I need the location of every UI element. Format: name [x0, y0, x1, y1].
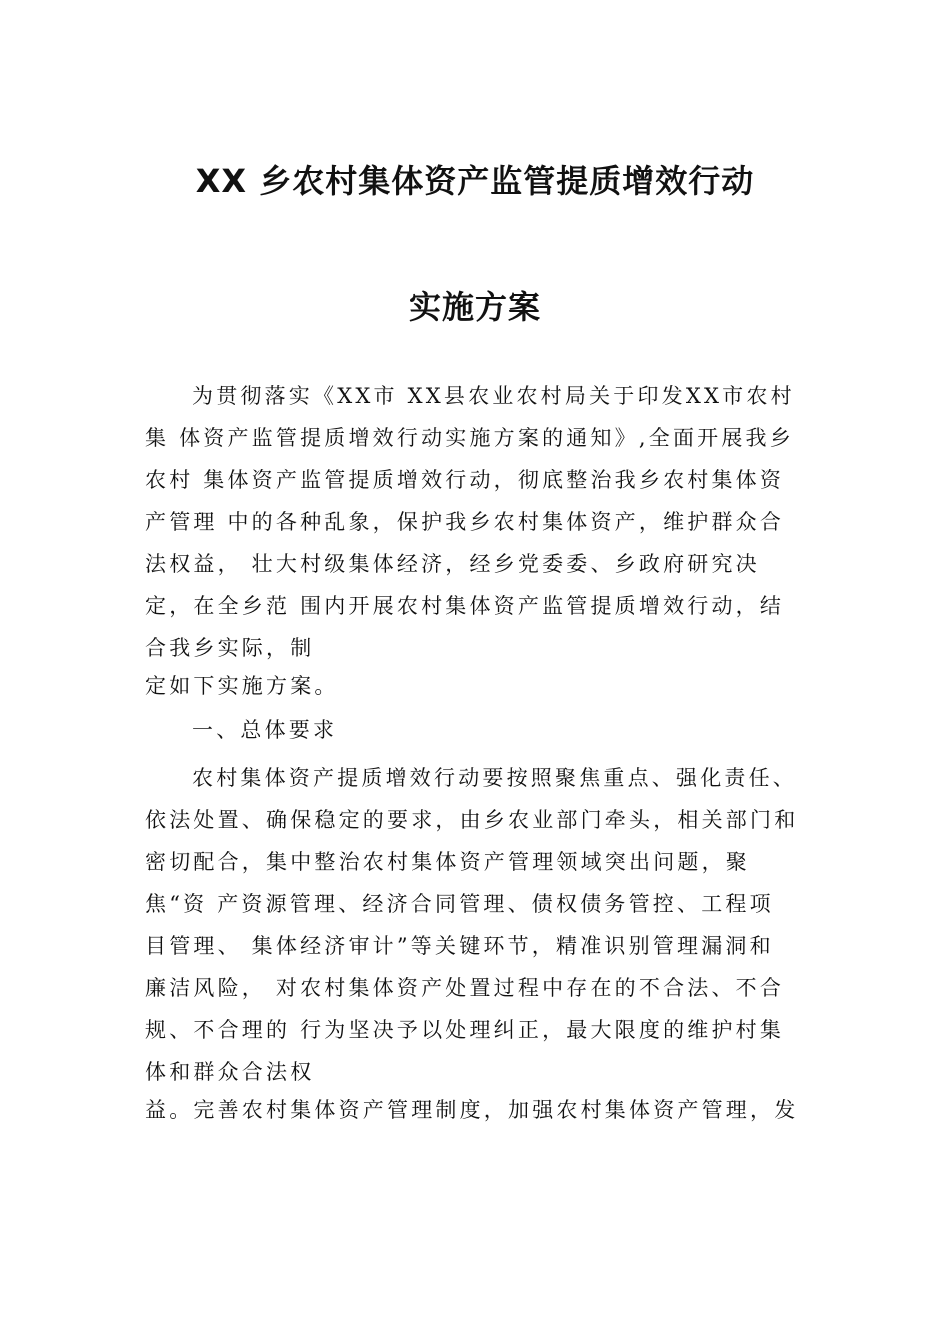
paragraph-line: 益。完善农村集体资产管理制度，加强农村集体资产管理，发 — [145, 1098, 799, 1122]
paragraph-line: 定，在全乡范 围内开展农村集体资产监管提质增效行动，结 — [145, 594, 785, 618]
paragraph-line: 集 体资产监管提质增效行动实施方案的通知》,全面开展我乡 — [145, 426, 794, 450]
paragraph-line: 农村 集体资产监管提质增效行动，彻底整治我乡农村集体资 — [145, 468, 785, 492]
paragraph-line: 体和群众合法权 — [145, 1060, 315, 1084]
paragraph-line: 为贯彻落实《XX市 XX县农业农村局关于印发XX市农村 — [192, 384, 795, 408]
paragraph-line: 合我乡实际，制 — [145, 636, 315, 660]
paragraph-line: 依法处置、确保稳定的要求，由乡农业部门牵头，相关部门和 — [145, 808, 799, 832]
paragraph-line: 定如下实施方案。 — [145, 674, 339, 698]
section-heading: 一、总体要求 — [192, 718, 338, 742]
paragraph-line: 目管理、 集体经济审计”等关键环节，精准识别管理漏洞和 — [145, 934, 774, 958]
paragraph-line: 法权益， 壮大村级集体经济，经乡党委委、乡政府研究决 — [145, 552, 760, 576]
paragraph-line: 焦“资 产资源管理、经济合同管理、债权债务管控、工程项 — [145, 892, 774, 916]
paragraph-line: 廉洁风险， 对农村集体资产处置过程中存在的不合法、不合 — [145, 976, 785, 1000]
paragraph-line: 密切配合，集中整治农村集体资产管理领域突出问题，聚 — [145, 850, 750, 874]
document-title: XX 乡农村集体资产监管提质增效行动 — [195, 162, 755, 200]
paragraph-line: 农村集体资产提质增效行动要按照聚焦重点、强化责任、 — [192, 766, 797, 790]
paragraph-line: 规、不合理的 行为坚决予以处理纠正，最大限度的维护村集 — [145, 1018, 785, 1042]
document-title-line2: 实施方案 — [408, 288, 541, 326]
paragraph-line: 产管理 中的各种乱象，保护我乡农村集体资产，维护群众合 — [145, 510, 785, 534]
